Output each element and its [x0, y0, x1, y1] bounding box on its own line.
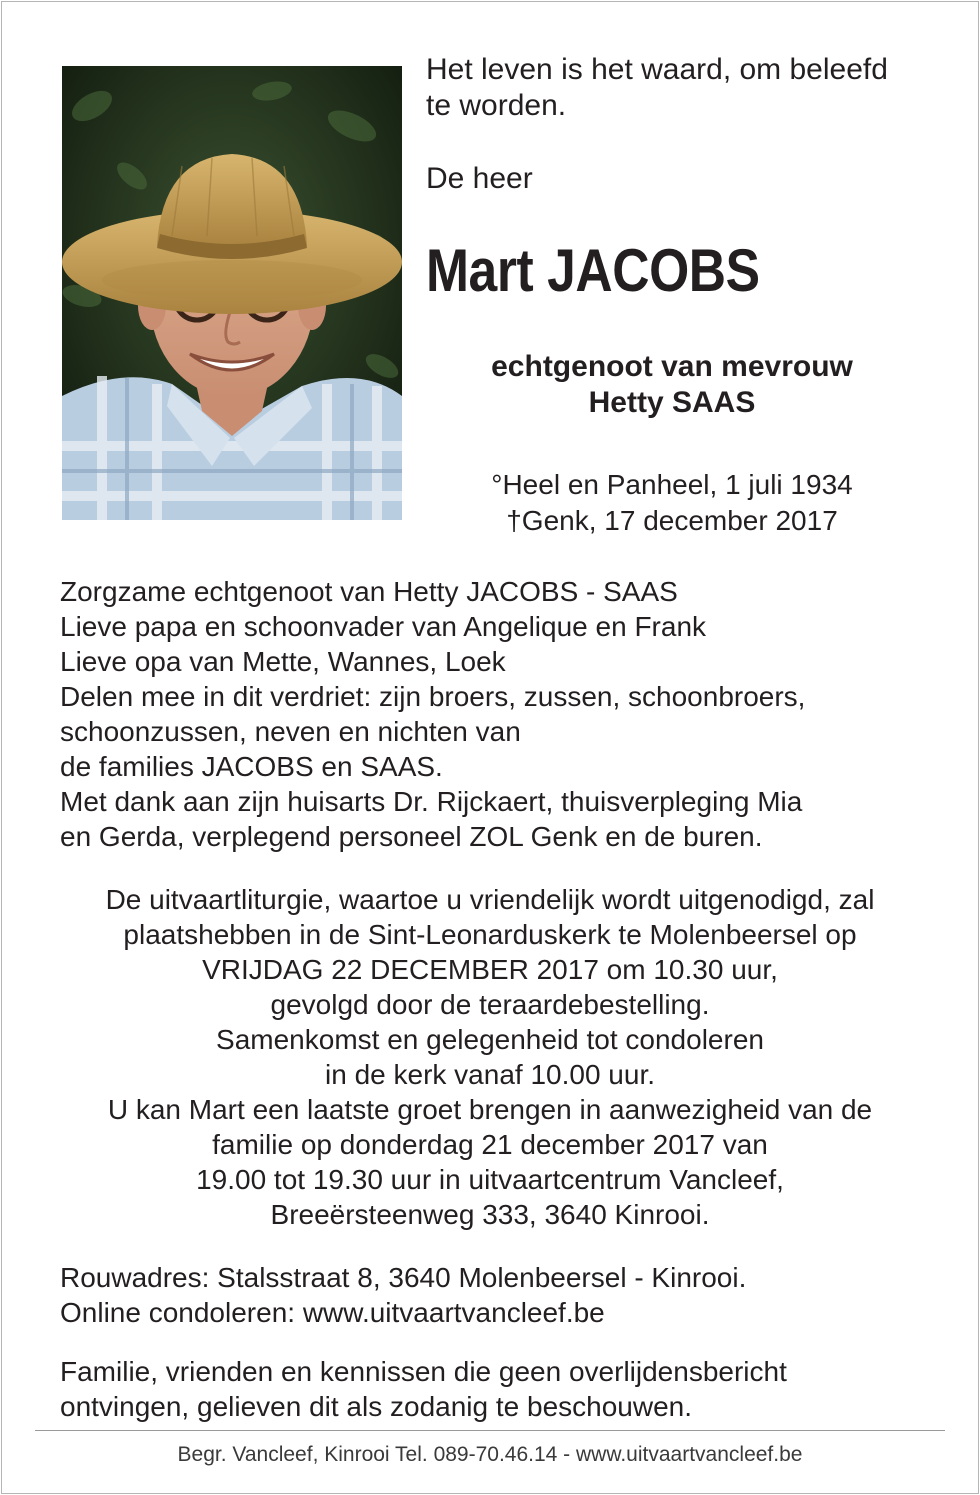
family-paragraph [60, 574, 940, 854]
honorific: De heer [426, 162, 533, 195]
ceremony-line: 19.00 tot 19.30 uur in uitvaartcentrum Vancleef, [196, 1164, 784, 1195]
ceremony-line: Samenkomst en gelegenheid tot condoleren [216, 1024, 764, 1055]
ceremony-line: in de kerk vanaf 10.00 uur. [325, 1059, 655, 1090]
birth-info: °Heel en Panheel, 1 juli 1934 [491, 469, 853, 500]
family-line: Zorgzame echtgenoot van Hetty JACOBS - SAAS [60, 576, 678, 607]
deceased-name: Mart JACOBS [426, 237, 760, 304]
spouse-line: Hetty SAAS [588, 386, 756, 419]
address-paragraph [60, 1260, 940, 1330]
online-condolence: Online condoleren: www.uitvaartvancleef.be [60, 1297, 605, 1328]
spouse-line: echtgenoot van mevrouw [491, 350, 853, 383]
mourning-address: Rouwadres: Stalsstraat 8, 3640 Molenbeersel - Kinrooi. [60, 1262, 747, 1293]
ceremony-paragraph [40, 882, 940, 1232]
family-line: Delen mee in dit verdriet: zijn broers, zussen, schoonbroers, [60, 681, 806, 712]
quote-line: Het leven is het waard, om beleefd [426, 53, 888, 86]
family-line: Lieve opa van Mette, Wannes, Loek [60, 646, 506, 677]
portrait-photo [62, 66, 402, 520]
funeral-home-footer: Begr. Vancleef, Kinrooi Tel. 089-70.46.14 - www.uitvaartvancleef.be [177, 1443, 803, 1466]
family-line: de families JACOBS en SAAS. [60, 751, 443, 782]
death-info: †Genk, 17 december 2017 [506, 505, 838, 536]
notice-line: Familie, vrienden en kennissen die geen overlijdensbericht [60, 1356, 787, 1387]
family-line: schoonzussen, neven en nichten van [60, 716, 521, 747]
notice-paragraph [60, 1354, 940, 1424]
spouse-info [430, 349, 914, 421]
ceremony-line: familie op donderdag 21 december 2017 van [212, 1129, 768, 1160]
ceremony-line: Breeërsteenweg 333, 3640 Kinrooi. [270, 1199, 710, 1230]
family-line: en Gerda, verplegend personeel ZOL Genk en de buren. [60, 821, 763, 852]
life-dates [430, 467, 914, 539]
ceremony-line: VRIJDAG 22 DECEMBER 2017 om 10.30 uur, [202, 954, 778, 985]
family-line: Met dank aan zijn huisarts Dr. Rijckaert, thuisverpleging Mia [60, 786, 803, 817]
footer-divider [35, 1430, 945, 1431]
family-line: Lieve papa en schoonvader van Angelique en Frank [60, 611, 707, 642]
notice-line: ontvingen, gelieven dit als zodanig te beschouwen. [60, 1391, 692, 1422]
ceremony-line: plaatshebben in de Sint-Leonarduskerk te Molenbeersel op [123, 919, 857, 950]
quote-line: te worden. [426, 89, 567, 122]
opening-quote [426, 52, 946, 124]
ceremony-line: De uitvaartliturgie, waartoe u vriendelijk wordt uitgenodigd, zal [105, 884, 875, 915]
ceremony-line: U kan Mart een laatste groet brengen in aanwezigheid van de [107, 1094, 873, 1125]
ceremony-line: gevolgd door de teraardebestelling. [270, 989, 710, 1020]
